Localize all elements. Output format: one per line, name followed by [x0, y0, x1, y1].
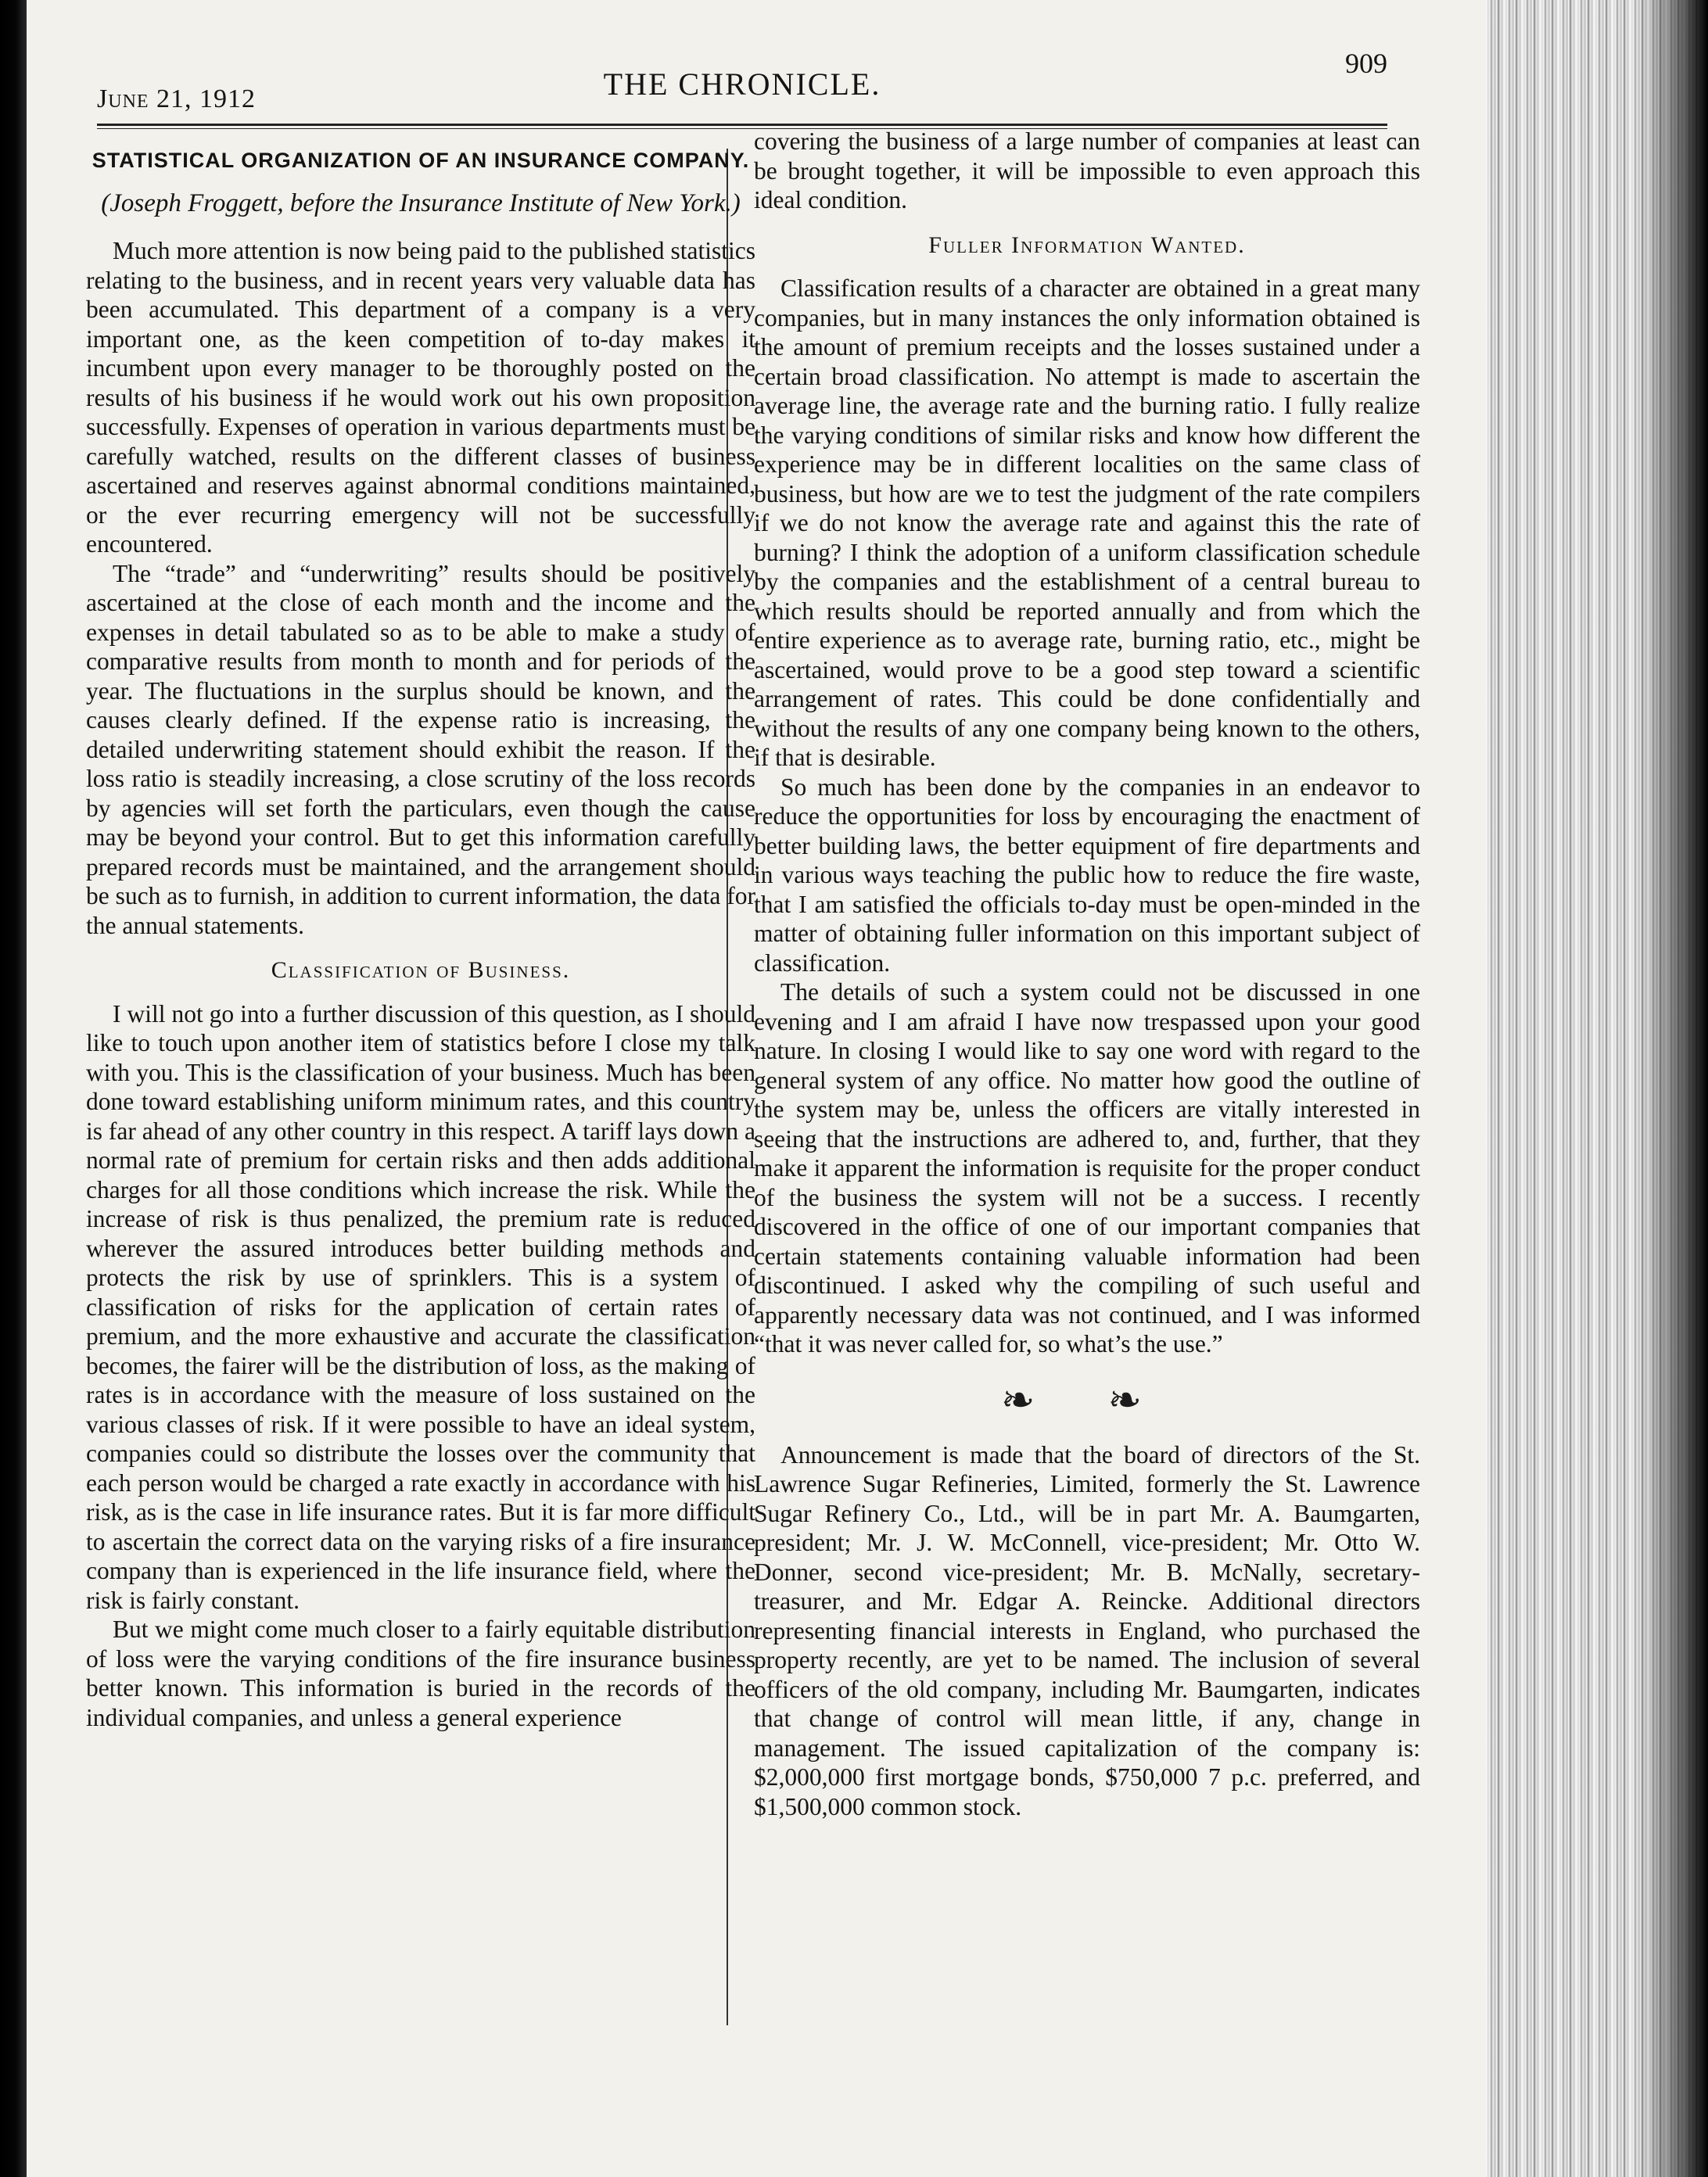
article-title: STATISTICAL ORGANIZATION OF AN INSURANCE COMPANY. [92, 149, 750, 172]
section-heading-classification: Classification of Business. [271, 957, 571, 983]
article-paragraph: But we might come much closer to a fairly equitable distribution of loss were the varying conditions of the fire insurance business better known. This information is buried in the records of the individual companies, and unless a general experience [86, 1616, 755, 1731]
article-paragraph: I will not go into a further discussion of this question, as I should like to touch upon another item of statistics before I close my talk with you. This is the classification of your business. Much has been done toward establishing uniform minimum rates, and this country is far ahead of any other country in this respect. A tariff lays down a normal rate of premium for certain risks and then adds additional charges for all those conditions which increase the risk. While the increase of risk is thus penalized, the premium rate is reduced wherever the assured introduces better building methods and protects the risk by use of sprinklers. This is a system of classification of risks for the application of certain rates of premium, and the more exhaustive and accurate the classification becomes, the fairer will be the distribution of loss, as the making of rates is in accordance with the measure of loss sustained on the various classes of risk. If it were possible to have an ideal system, companies could so distribute the losses over the community that each person would be charged a rate exactly in accordance with his risk, as is the case in life insurance rates. But it is far more difficult to ascertain the correct data on the varying risks of a fire insurance company than is experienced in the life insurance field, where the risk is fairly constant. [86, 999, 755, 1614]
article-paragraph-continued: covering the business of a large number of companies at least can be brought together, it will be impossible to even approach this ideal condition. [754, 127, 1420, 213]
article-paragraph: So much has been done by the companies in an endeavor to reduce the opportunities for loss by encouraging the enactment of better building laws, the better equipment of fire departments and in various ways teaching the public how to reduce the fire waste, that I am satisfied the officials to-day must be open-minded in the matter of obtaining fuller information on this important subject of classification. [754, 773, 1420, 977]
article-paragraph: Much more attention is now being paid to the published statistics relating to the business, and in recent years very valuable data has been accumulated. This department of a company is a very important one, as the keen competition of to-day makes it incumbent upon every manager to be thoroughly posted on the results of his business if he would work out his own proposition successfully. Expenses of operation in various departments must be carefully watched, results on the different classes of business ascertained and reserves against abnormal conditions maintained, or the ever recurring emergency will not be successfully encountered. [86, 237, 755, 558]
article-byline: (Joseph Froggett, before the Insurance Institute of New York.) [101, 189, 741, 217]
ornament-divider: ❧ ❧ [1000, 1378, 1174, 1423]
journal-title: THE CHRONICLE. [603, 66, 881, 102]
article-paragraph: The details of such a system could not be discussed in one evening and I am afraid I have now trespassed upon your good nature. In closing I would like to say one word with regard to the general system of any office. No matter how good the outline of the system may be, unless the officers are vitally interested in seeing that the instructions are adhered to, and, further, that they make it apparent the information is requisite for the proper conduct of the business the system will not be a success. I recently discovered in the office of one of our important companies that certain statements containing valuable information had been discontinued. I asked why the compiling of such useful and apparently necessary data was not continued, and I was informed “that it was never called for, so what’s the use.” [754, 978, 1420, 1357]
newspaper-page [27, 0, 1500, 2177]
page-date: June 21, 1912 [97, 84, 257, 113]
article-paragraph: The “trade” and “underwriting” results should be positively ascertained at the close of each month and the income and the expenses in detail tabulated so as to be able to make a study of comparative results from month to month and for periods of the year. The fluctuations in the surplus should be known, and the causes clearly defined. If the expense ratio is increasing, the detailed underwriting statement should exhibit the reason. If the loss ratio is steadily increasing, a close scrutiny of the loss records by agencies will set forth the particulars, even though the cause may be beyond your control. But to get this information carefully prepared records must be maintained, and the arrangement should be such as to furnish, in addition to current information, the data for the annual statements. [86, 559, 755, 939]
scan-left-margin [0, 0, 27, 2177]
article-paragraph: Classification results of a character are obtained in a great many companies, but in many instances the only information obtained is the amount of premium receipts and the losses sustained under a certain broad classification. No attempt is made to ascertain the average line, the average rate and the burning ratio. I fully realize the varying conditions of similar risks and know how different the experience may be in different localities on the same class of business, but how are we to test the judgment of the rate compilers if we do not know the average rate and against this the rate of burning? I think the adoption of a uniform classification schedule by the companies and the establishment of a central bureau to which results should be reported annually and from which the entire experience as to average rate, burning ratio, etc., might be ascertained, would prove to be a good step toward a scientific arrangement of rates. This could be done confidentially and without the results of any one company being known to the others, if that is desirable. [754, 274, 1420, 771]
book-page-edges [1486, 0, 1708, 2177]
announcement-paragraph: Announcement is made that the board of directors of the St. Lawrence Sugar Refineries, Limited, formerly the St. Lawrence Sugar Refinery Co., Ltd., will be in part Mr. A. Baumgarten, president; Mr. J. W. McConnell, vice-president; Mr. Otto W. Donner, second vice-president; Mr. B. McNally, secretary-treasurer, and Mr. Edgar A. Reincke. Additional directors representing financial interests in England, who purchased the property recently, are yet to be named. The inclusion of several officers of the old company, including Mr. Baumgarten, indicates that change of control will mean little, if any, change in management. The issued capitalization of the company is: $2,000,000 first mortgage bonds, $750,000 7 p.c. preferred, and $1,500,000 common stock. [754, 1440, 1420, 1820]
right-column [754, 127, 1420, 1821]
page-header [97, 47, 1387, 117]
section-heading-fuller-information: Fuller Information Wanted. [928, 231, 1246, 258]
page-number: 909 [1345, 48, 1387, 79]
left-column [86, 141, 755, 1732]
